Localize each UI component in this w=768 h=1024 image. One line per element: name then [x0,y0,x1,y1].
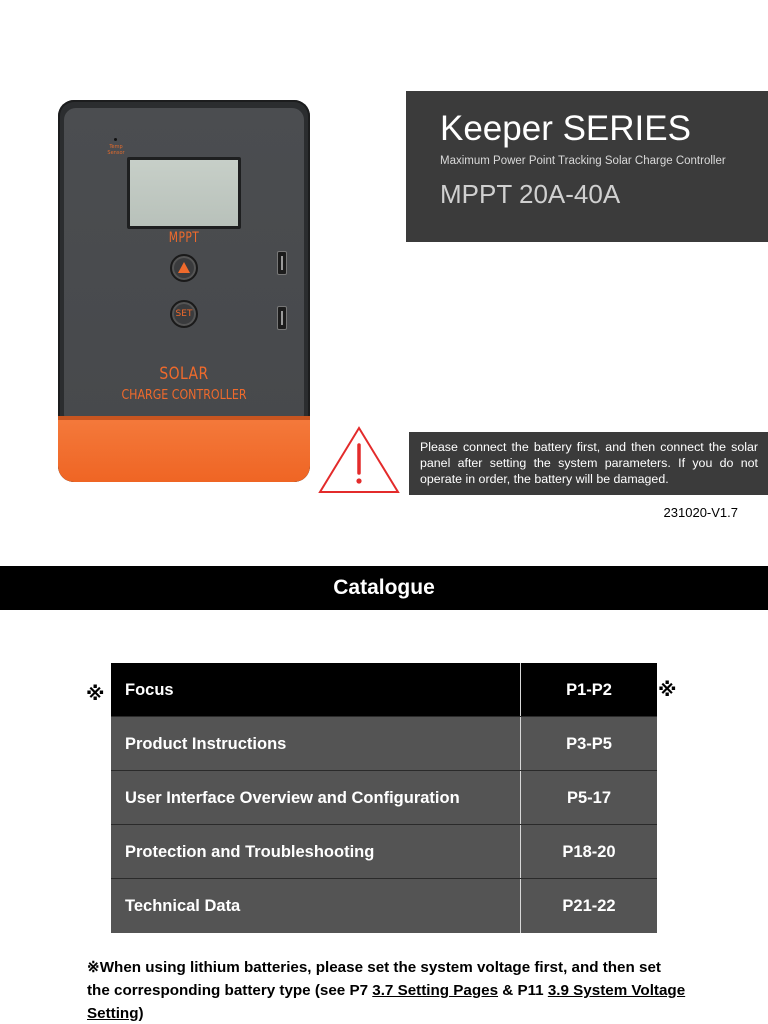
charge-controller-image [58,100,310,482]
table-row [111,717,657,771]
toc-pages: P3-P5 [566,735,612,753]
set-button: SET [170,300,198,328]
toc-pages: P21-22 [562,897,616,915]
usb-port-icon [277,306,287,330]
note-text: ※When using lithium batteries, please set the system voltage first, and then set the corresponding battery type (see P7 [87,959,661,999]
toc-title: User Interface Overview and Configuration [111,771,521,824]
table-row [111,879,657,933]
series-subtitle: Maximum Power Point Tracking Solar Charge Controller [440,155,726,167]
catalogue-table [111,663,657,933]
device-mppt-label: MPPT [168,230,200,246]
warning-message: Please connect the battery first, and then connect the solar panel after setting the system parameters. If you do not operate in order, the battery will be damaged. [409,432,768,495]
toc-title: Protection and Troubleshooting [111,825,521,878]
focus-marker-right: ※ [658,679,677,701]
toc-title: Focus [111,663,521,716]
table-row [111,825,657,879]
document-version: 231020-V1.7 [663,505,738,520]
table-row [111,771,657,825]
series-title: Keeper SERIES [440,109,691,148]
toc-title: Technical Data [111,879,521,933]
note-text: & P11 [498,982,548,999]
usb-port-icon [277,251,287,275]
device-bottom-cover [58,416,310,482]
warning-triangle-icon [317,425,401,495]
device-cover-edge [58,416,310,420]
toc-pages: P5-17 [566,789,612,807]
setting-pages-link[interactable]: 3.7 Setting Pages [372,982,499,999]
temp-sensor-dot [114,138,117,141]
lcd-screen [130,160,238,226]
toc-pages: P1-P2 [566,681,612,699]
table-row [111,663,657,717]
note-text: ) [138,1005,144,1022]
up-arrow-icon [178,262,190,273]
system-voltage-setting-link[interactable]: 3.9 System Voltage Setting [87,982,686,1022]
up-button [170,254,198,282]
device-brand-solar: SOLAR [159,364,209,384]
temp-sensor-label: Temp Sensor [107,144,125,156]
lithium-battery-note [87,956,687,1024]
toc-pages: P18-20 [562,843,616,861]
model-range: MPPT 20A-40A [440,179,621,209]
toc-title: Product Instructions [111,717,521,770]
focus-marker-left: ※ [86,683,105,705]
device-brand-charge-controller: CHARGE CONTROLLER [121,388,247,403]
product-title-box [406,91,768,242]
catalogue-heading: Catalogue [0,566,768,610]
